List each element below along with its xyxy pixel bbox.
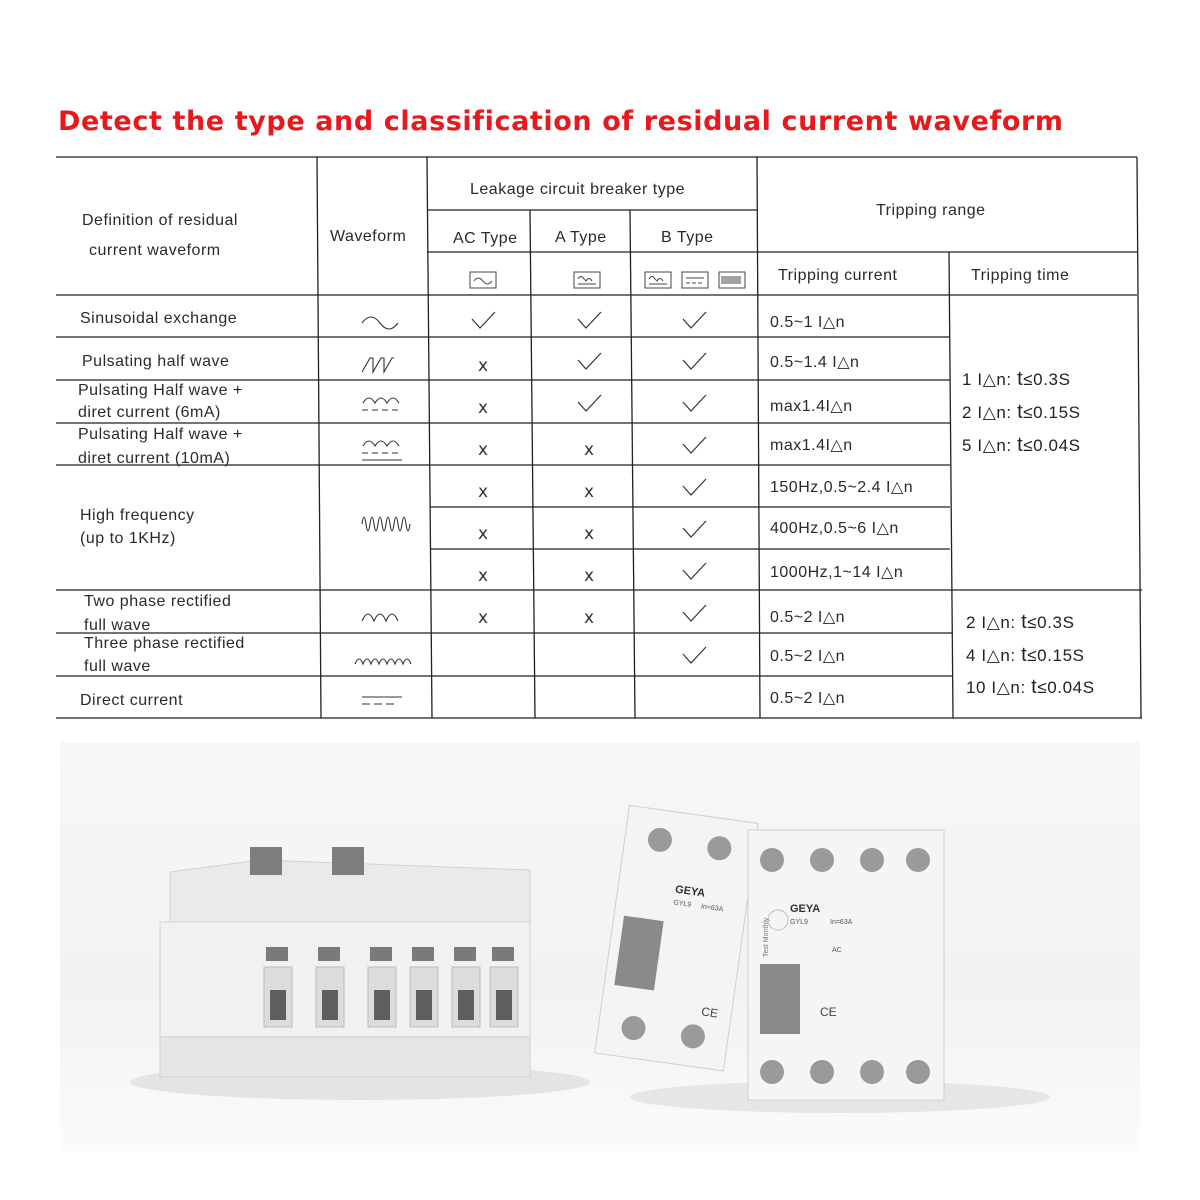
three-phase-rectified-icon	[355, 659, 411, 664]
current-cell: 0.5~2 I△n	[770, 609, 846, 626]
svg-text:GYL9: GYL9	[790, 919, 808, 926]
check-mark-icon	[683, 563, 706, 579]
x-mark: x	[583, 440, 595, 460]
check-mark-icon	[683, 437, 706, 453]
time-group2-line1: 2 I△n: t≤0.3S	[966, 611, 1075, 633]
x-mark: x	[477, 356, 489, 376]
svg-text:In=63A: In=63A	[700, 903, 724, 914]
current-cell: 150Hz,0.5~2.4 I△n	[770, 479, 914, 496]
row-name-two-phase-l1: Two phase rectified	[84, 593, 232, 610]
current-cell: max1.4I△n	[770, 398, 853, 415]
direct-current-icon	[362, 697, 402, 704]
header-definition-line1: Definition of residual	[82, 212, 238, 229]
row-name-high-freq-l1: High frequency	[80, 507, 195, 524]
row-name-pulsating-6ma-l2: diret current (6mA)	[78, 404, 221, 421]
current-cell: 0.5~2 I△n	[770, 648, 846, 665]
pulsating-half-wave-icon	[362, 358, 394, 372]
ce-mark-right: CE	[820, 1005, 837, 1019]
check-mark-icon	[683, 312, 706, 328]
row-name-pulsating-half: Pulsating half wave	[82, 353, 230, 370]
svg-text:GYL9: GYL9	[672, 899, 692, 909]
row-name-sinusoidal: Sinusoidal exchange	[80, 310, 238, 327]
header-tripping-time: Tripping time	[971, 267, 1070, 284]
header-b-type: B Type	[661, 229, 714, 246]
header-tripping-range: Tripping range	[876, 202, 986, 219]
pulsating-dc-icon	[362, 398, 399, 410]
x-mark: x	[477, 566, 489, 586]
current-cell: 0.5~2 I△n	[770, 690, 846, 707]
sine-wave-icon	[362, 317, 398, 329]
x-mark: x	[477, 482, 489, 502]
current-cell: 1000Hz,1~14 I△n	[770, 564, 904, 581]
x-mark: x	[583, 566, 595, 586]
current-cell: 400Hz,0.5~6 I△n	[770, 520, 899, 537]
header-breaker-type: Leakage circuit breaker type	[470, 181, 685, 198]
high-frequency-icon	[362, 517, 410, 531]
ce-mark-left: CE	[700, 1004, 719, 1021]
current-cell: 0.5~1 I△n	[770, 314, 846, 331]
type-marks	[472, 312, 706, 663]
brand-label-right: GEYA	[790, 903, 821, 915]
header-symbol-icons	[470, 272, 745, 288]
page-title: Detect the type and classification of residual current waveform	[58, 106, 1064, 137]
header-a-type: A Type	[555, 229, 607, 246]
x-mark: x	[583, 524, 595, 544]
brand-label-left: GEYA	[674, 883, 706, 900]
check-mark-icon	[578, 395, 601, 411]
time-group2-line3: 10 I△n: t≤0.04S	[966, 676, 1095, 698]
time-group1-line1: 1 I△n: t≤0.3S	[962, 368, 1071, 390]
check-mark-icon	[683, 605, 706, 621]
rcd-devices-illustration	[60, 742, 1140, 1152]
check-mark-icon	[578, 312, 601, 328]
row-waveform-icons	[355, 317, 411, 704]
product-photo	[60, 742, 1140, 1152]
check-mark-icon	[472, 312, 495, 328]
check-mark-icon	[683, 353, 706, 369]
svg-text:AC: AC	[832, 947, 842, 954]
left-breaker-block	[160, 847, 530, 1077]
row-name-two-phase-l2: full wave	[84, 617, 151, 634]
row-name-pulsating-10ma-l2: diret current (10mA)	[78, 450, 231, 467]
check-mark-icon	[578, 353, 601, 369]
svg-text:In=63A: In=63A	[830, 919, 853, 926]
x-mark: x	[583, 482, 595, 502]
four-pole-rcd	[748, 830, 944, 1100]
two-pole-rcd	[595, 805, 759, 1071]
svg-text:Test Monthly: Test Monthly	[763, 917, 770, 957]
x-mark: x	[477, 440, 489, 460]
pulsating-dc-10ma-icon	[362, 441, 402, 460]
row-name-pulsating-6ma-l1: Pulsating Half wave +	[78, 382, 243, 399]
current-cell: max1.4I△n	[770, 437, 853, 454]
check-mark-icon	[683, 395, 706, 411]
current-cell: 0.5~1.4 I△n	[770, 354, 860, 371]
header-ac-type: AC Type	[453, 230, 518, 247]
x-mark: x	[583, 608, 595, 628]
check-mark-icon	[683, 647, 706, 663]
time-group1-line3: 5 I△n: t≤0.04S	[962, 434, 1081, 456]
check-mark-icon	[683, 479, 706, 495]
header-definition-line2: current waveform	[89, 242, 221, 259]
row-name-direct-current: Direct current	[80, 692, 184, 709]
x-mark: x	[477, 524, 489, 544]
x-mark: x	[477, 398, 489, 418]
time-group2-line2: 4 I△n: t≤0.15S	[966, 644, 1085, 666]
two-phase-rectified-icon	[362, 614, 398, 621]
header-tripping-current: Tripping current	[778, 267, 898, 284]
row-name-high-freq-l2: (up to 1KHz)	[80, 530, 176, 547]
row-name-three-phase-l2: full wave	[84, 658, 151, 675]
time-group1-line2: 2 I△n: t≤0.15S	[962, 401, 1081, 423]
check-mark-icon	[683, 521, 706, 537]
x-mark: x	[477, 608, 489, 628]
header-waveform: Waveform	[330, 228, 407, 245]
row-name-three-phase-l1: Three phase rectified	[84, 635, 245, 652]
row-name-pulsating-10ma-l1: Pulsating Half wave +	[78, 426, 243, 443]
